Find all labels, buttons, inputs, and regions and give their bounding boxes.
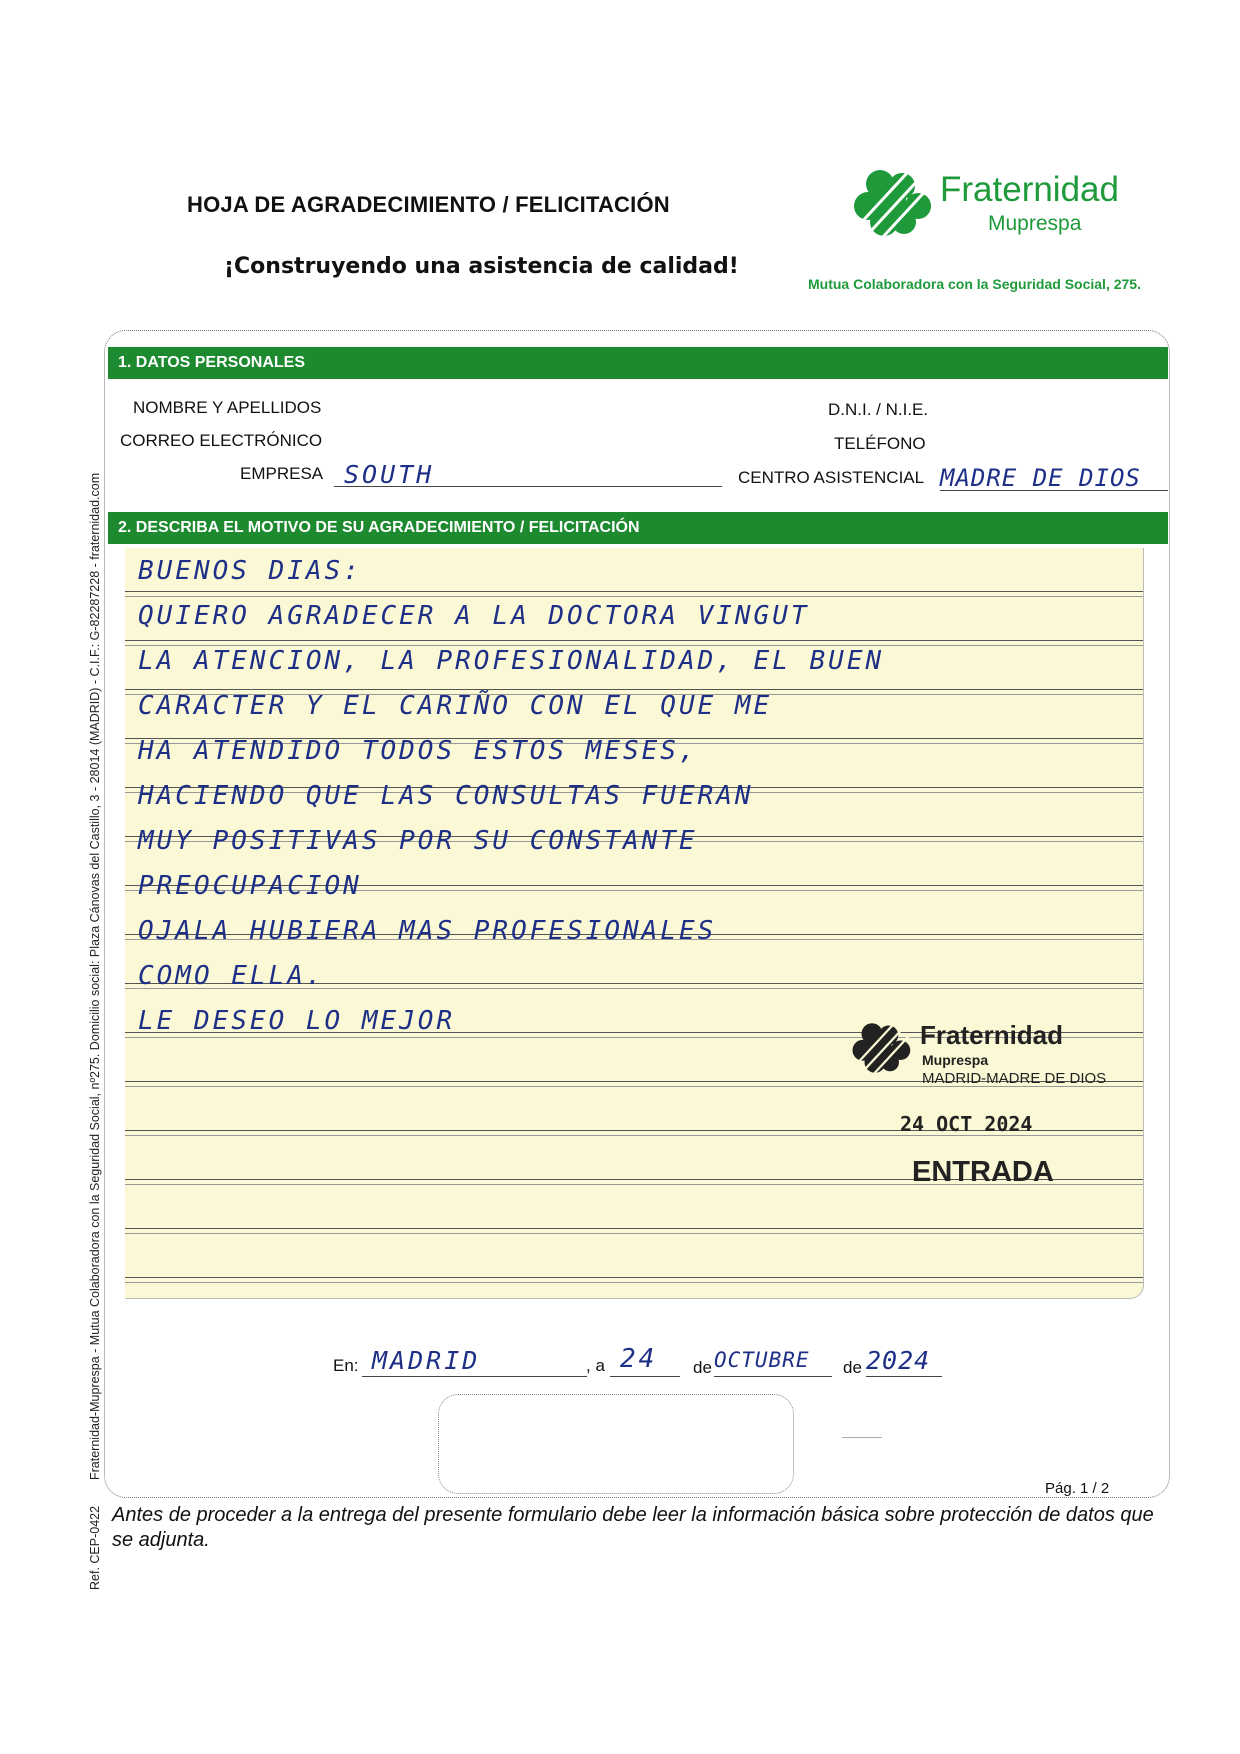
logo-name: Fraternidad [940, 170, 1119, 209]
day-field-value[interactable]: 24 [620, 1344, 658, 1374]
center-label: CENTRO ASISTENCIAL [738, 468, 925, 487]
year-label: de [843, 1358, 862, 1377]
name-label: NOMBRE Y APELLIDOS [133, 398, 322, 417]
year-field-line[interactable] [866, 1376, 942, 1377]
signature-box[interactable] [438, 1394, 794, 1494]
month-label: de [693, 1358, 712, 1377]
page-number: Pág. 1 / 2 [1045, 1480, 1110, 1497]
place-field-line[interactable] [362, 1376, 587, 1377]
stamp-center: MADRID-MADRE DE DIOS [922, 1070, 1107, 1087]
month-field-value[interactable]: OCTUBRE [714, 1348, 810, 1372]
message-line: QUIERO AGRADECER A LA DOCTORA VINGUT [138, 601, 810, 631]
message-line: OJALA HUBIERA MAS PROFESIONALES [138, 916, 717, 946]
stamp-subname: Muprespa [922, 1052, 989, 1068]
day-label: , a [586, 1356, 605, 1375]
message-line: LA ATENCION, LA PROFESIONALIDAD, EL BUEN [138, 646, 885, 676]
page-title: HOJA DE AGRADECIMIENTO / FELICITACIÓN [187, 192, 670, 217]
phone-label: TELÉFONO [834, 434, 926, 453]
stamp-date: 24 OCT 2024 [900, 1112, 1033, 1136]
page-subtitle: ¡Construyendo una asistencia de calidad! [224, 254, 739, 279]
email-label: CORREO ELECTRÓNICO [120, 431, 323, 450]
message-line: CARACTER Y EL CARIÑO CON EL QUE ME [138, 691, 773, 721]
side-reference: Ref. CEP-0422 [88, 1505, 102, 1590]
signature-stroke [842, 1437, 882, 1438]
side-legal-text: Fraternidad-Muprespa - Mutua Colaboradora con la Seguridad Social, nº275. Domicilio social: Plaza Cánovas del Castillo, 3 - 28014 (MADRID) - C.I.F.: G-82287228 - fraternidad.com [88, 472, 102, 1480]
logo-subname: Muprespa [988, 212, 1082, 235]
company-label: EMPRESA [240, 464, 324, 483]
stamp-name: Fraternidad [920, 1020, 1064, 1050]
message-line: COMO ELLA. [138, 961, 325, 991]
message-line: HACIENDO QUE LAS CONSULTAS FUERAN [138, 781, 754, 811]
stamp-entry: ENTRADA [912, 1156, 1054, 1188]
privacy-note: Antes de proceder a la entrega del presente formulario debe leer la información básica sobre protección de datos que se adjunta. [112, 1504, 1154, 1551]
company-field-value[interactable]: SOUTH [344, 460, 435, 489]
fraternidad-logo-icon [840, 166, 936, 240]
place-label: En: [333, 1356, 359, 1375]
message-line: LE DESEO LO MEJOR [138, 1006, 456, 1036]
stamp-logo-icon [842, 1020, 914, 1076]
place-field-value[interactable]: MADRID [372, 1346, 481, 1375]
section-personal-data-header: 1. DATOS PERSONALES [108, 347, 1168, 379]
day-field-line[interactable] [610, 1376, 680, 1377]
message-line: HA ATENDIDO TODOS ESTOS MESES, [138, 736, 698, 766]
message-line: PREOCUPACION [138, 871, 362, 901]
month-field-line[interactable] [714, 1376, 832, 1377]
dni-label: D.N.I. / N.I.E. [828, 400, 929, 419]
message-line: MUY POSITIVAS POR SU CONSTANTE [138, 826, 698, 856]
message-line: BUENOS DIAS: [138, 556, 362, 586]
logo-tagline: Mutua Colaboradora con la Seguridad Social, 275. [808, 276, 1141, 292]
center-field-value[interactable]: MADRE DE DIOS [940, 464, 1141, 492]
year-field-value[interactable]: 2024 [866, 1346, 931, 1375]
section-reason-header: 2. DESCRIBA EL MOTIVO DE SU AGRADECIMIENTO / FELICITACIÓN [108, 512, 1168, 544]
